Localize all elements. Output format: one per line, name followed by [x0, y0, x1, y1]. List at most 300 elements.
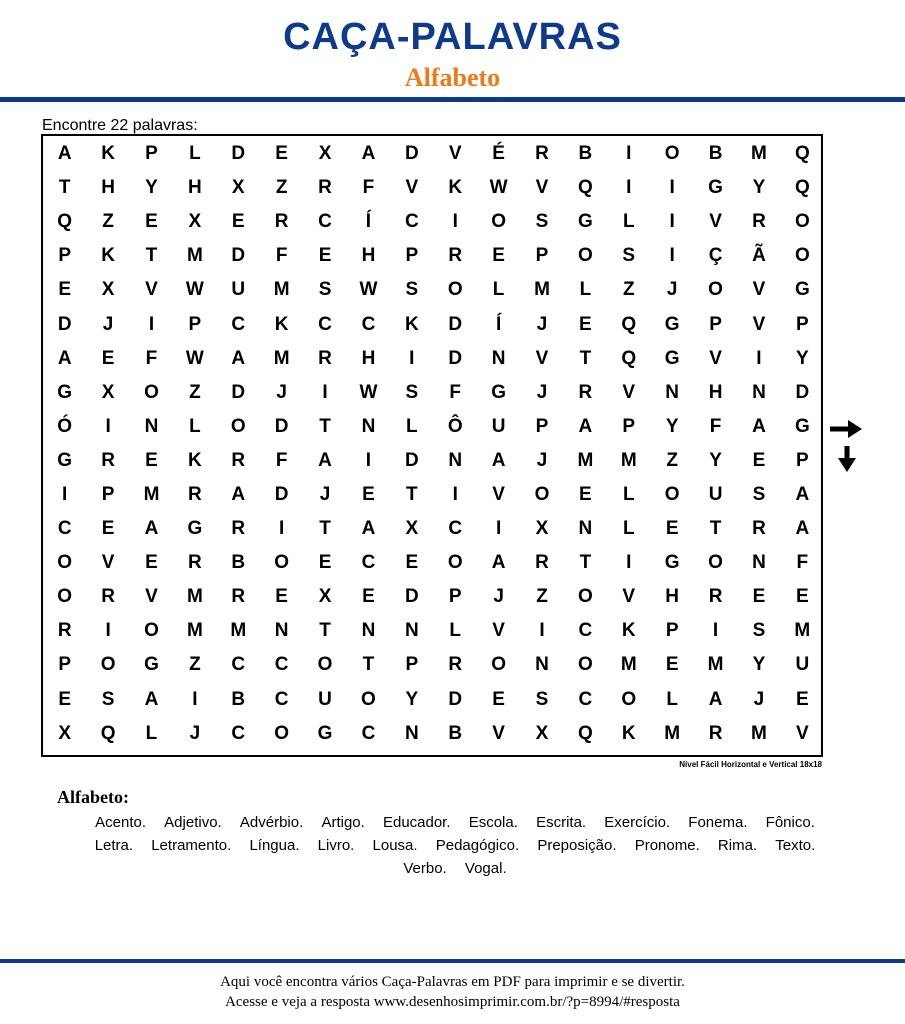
- grid-cell[interactable]: K: [448, 177, 463, 199]
- grid-cell[interactable]: G: [187, 518, 203, 540]
- grid-cell[interactable]: C: [578, 620, 593, 642]
- grid-cell[interactable]: P: [448, 586, 462, 608]
- grid-cell[interactable]: R: [448, 654, 463, 676]
- grid-cell[interactable]: L: [406, 415, 418, 437]
- grid-cell[interactable]: J: [536, 381, 548, 403]
- grid-cell[interactable]: W: [185, 347, 204, 369]
- grid-cell[interactable]: K: [621, 620, 636, 642]
- grid-cell[interactable]: Q: [577, 177, 593, 199]
- grid-cell[interactable]: E: [665, 518, 679, 540]
- grid-cell[interactable]: F: [796, 552, 809, 574]
- grid-cell[interactable]: O: [794, 211, 810, 233]
- grid-cell[interactable]: T: [145, 245, 158, 267]
- grid-cell[interactable]: U: [708, 483, 723, 505]
- grid-cell[interactable]: V: [752, 313, 766, 335]
- grid-cell[interactable]: F: [362, 177, 375, 199]
- grid-cell[interactable]: X: [405, 518, 419, 540]
- grid-cell[interactable]: E: [101, 347, 115, 369]
- grid-cell[interactable]: R: [318, 347, 332, 369]
- grid-cell[interactable]: M: [664, 722, 681, 744]
- grid-cell[interactable]: O: [274, 722, 290, 744]
- grid-cell[interactable]: D: [448, 347, 463, 369]
- grid-cell[interactable]: G: [664, 347, 680, 369]
- grid-cell[interactable]: R: [101, 449, 115, 471]
- grid-cell[interactable]: Z: [275, 177, 288, 199]
- grid-cell[interactable]: O: [447, 279, 463, 301]
- grid-cell[interactable]: Q: [621, 347, 637, 369]
- grid-cell[interactable]: M: [143, 483, 160, 505]
- grid-cell[interactable]: A: [231, 483, 246, 505]
- grid-cell[interactable]: G: [491, 381, 506, 403]
- grid-cell[interactable]: E: [665, 654, 679, 676]
- grid-cell[interactable]: O: [708, 279, 723, 301]
- grid-cell[interactable]: N: [404, 722, 419, 744]
- grid-cell[interactable]: R: [188, 483, 202, 505]
- grid-cell[interactable]: E: [362, 483, 375, 505]
- grid-cell[interactable]: Q: [57, 211, 73, 233]
- grid-cell[interactable]: X: [318, 143, 332, 165]
- grid-cell[interactable]: X: [318, 586, 332, 608]
- grid-cell[interactable]: S: [622, 245, 636, 267]
- grid-cell[interactable]: P: [145, 143, 158, 165]
- grid-cell[interactable]: V: [535, 347, 549, 369]
- grid-cell[interactable]: W: [359, 381, 378, 403]
- grid-cell[interactable]: T: [579, 552, 592, 574]
- grid-cell[interactable]: K: [404, 313, 419, 335]
- grid-cell[interactable]: V: [709, 211, 722, 233]
- grid-cell[interactable]: N: [665, 381, 680, 403]
- grid-cell[interactable]: J: [536, 313, 548, 335]
- grid-cell[interactable]: O: [577, 654, 593, 676]
- grid-cell[interactable]: O: [491, 211, 506, 233]
- grid-cell[interactable]: K: [188, 449, 202, 471]
- grid-cell[interactable]: A: [578, 415, 593, 437]
- grid-cell[interactable]: C: [578, 688, 593, 710]
- grid-cell[interactable]: A: [752, 415, 766, 437]
- grid-cell[interactable]: C: [318, 211, 332, 233]
- grid-cell[interactable]: Ó: [57, 415, 73, 437]
- grid-cell[interactable]: I: [365, 449, 372, 471]
- grid-cell[interactable]: F: [275, 245, 288, 267]
- grid-cell[interactable]: L: [449, 620, 462, 642]
- grid-cell[interactable]: H: [361, 347, 376, 369]
- grid-cell[interactable]: R: [535, 143, 549, 165]
- grid-cell[interactable]: D: [231, 245, 246, 267]
- grid-cell[interactable]: D: [231, 143, 246, 165]
- grid-cell[interactable]: B: [231, 688, 246, 710]
- grid-cell[interactable]: N: [752, 381, 766, 403]
- grid-cell[interactable]: A: [708, 688, 723, 710]
- grid-cell[interactable]: G: [144, 654, 159, 676]
- grid-cell[interactable]: T: [406, 483, 418, 505]
- grid-cell[interactable]: E: [101, 518, 115, 540]
- grid-cell[interactable]: Í: [365, 211, 372, 233]
- grid-cell[interactable]: P: [101, 483, 115, 505]
- grid-cell[interactable]: K: [101, 143, 115, 165]
- grid-cell[interactable]: V: [752, 279, 766, 301]
- grid-cell[interactable]: N: [535, 654, 549, 676]
- grid-cell[interactable]: Y: [665, 415, 679, 437]
- grid-cell[interactable]: C: [404, 211, 419, 233]
- grid-cell[interactable]: E: [145, 552, 158, 574]
- grid-cell[interactable]: V: [145, 586, 158, 608]
- grid-cell[interactable]: P: [58, 245, 72, 267]
- grid-cell[interactable]: M: [230, 620, 247, 642]
- grid-cell[interactable]: L: [145, 722, 158, 744]
- grid-cell[interactable]: U: [795, 654, 810, 676]
- grid-cell[interactable]: N: [752, 552, 766, 574]
- grid-cell[interactable]: N: [448, 449, 463, 471]
- grid-cell[interactable]: M: [186, 620, 203, 642]
- grid-cell[interactable]: M: [186, 586, 203, 608]
- grid-cell[interactable]: G: [317, 722, 333, 744]
- grid-cell[interactable]: T: [319, 415, 331, 437]
- grid-cell[interactable]: Y: [405, 688, 419, 710]
- grid-cell[interactable]: D: [274, 415, 289, 437]
- grid-cell[interactable]: A: [491, 449, 506, 471]
- grid-cell[interactable]: M: [273, 279, 290, 301]
- grid-cell[interactable]: C: [361, 552, 376, 574]
- grid-cell[interactable]: I: [452, 483, 458, 505]
- grid-cell[interactable]: D: [404, 586, 419, 608]
- grid-cell[interactable]: R: [231, 586, 246, 608]
- grid-cell[interactable]: E: [318, 245, 332, 267]
- grid-cell[interactable]: P: [622, 415, 636, 437]
- grid-cell[interactable]: W: [359, 279, 378, 301]
- grid-cell[interactable]: V: [448, 143, 462, 165]
- grid-cell[interactable]: R: [578, 381, 593, 403]
- grid-cell[interactable]: N: [361, 415, 376, 437]
- grid-cell[interactable]: C: [231, 654, 246, 676]
- grid-cell[interactable]: L: [189, 143, 201, 165]
- grid-cell[interactable]: N: [274, 620, 289, 642]
- grid-cell[interactable]: T: [579, 347, 592, 369]
- grid-cell[interactable]: W: [489, 177, 508, 199]
- grid-cell[interactable]: Í: [495, 313, 502, 335]
- grid-cell[interactable]: L: [492, 279, 505, 301]
- grid-cell[interactable]: V: [492, 483, 505, 505]
- grid-cell[interactable]: N: [144, 415, 159, 437]
- grid-cell[interactable]: M: [620, 449, 637, 471]
- grid-cell[interactable]: P: [188, 313, 202, 335]
- grid-cell[interactable]: I: [192, 688, 198, 710]
- grid-cell[interactable]: R: [752, 518, 766, 540]
- grid-cell[interactable]: Z: [622, 279, 635, 301]
- grid-cell[interactable]: O: [230, 415, 246, 437]
- grid-cell[interactable]: F: [709, 415, 722, 437]
- grid-cell[interactable]: J: [276, 381, 287, 403]
- grid-cell[interactable]: L: [666, 688, 678, 710]
- grid-cell[interactable]: D: [448, 688, 463, 710]
- grid-cell[interactable]: I: [712, 620, 719, 642]
- grid-cell[interactable]: M: [186, 245, 203, 267]
- grid-cell[interactable]: L: [622, 483, 635, 505]
- grid-cell[interactable]: J: [493, 586, 504, 608]
- grid-cell[interactable]: O: [708, 552, 723, 574]
- grid-cell[interactable]: C: [231, 313, 246, 335]
- grid-cell[interactable]: D: [231, 381, 246, 403]
- grid-cell[interactable]: I: [322, 381, 328, 403]
- grid-cell[interactable]: A: [144, 688, 159, 710]
- grid-cell[interactable]: O: [577, 586, 593, 608]
- grid-cell[interactable]: I: [495, 518, 502, 540]
- grid-cell[interactable]: P: [535, 245, 549, 267]
- grid-cell[interactable]: N: [491, 347, 506, 369]
- grid-cell[interactable]: S: [752, 483, 766, 505]
- grid-cell[interactable]: I: [105, 415, 111, 437]
- grid-cell[interactable]: Q: [577, 722, 593, 744]
- grid-cell[interactable]: E: [752, 586, 766, 608]
- grid-cell[interactable]: D: [274, 483, 289, 505]
- grid-cell[interactable]: U: [318, 688, 332, 710]
- grid-cell[interactable]: P: [535, 415, 549, 437]
- grid-cell[interactable]: A: [57, 347, 72, 369]
- grid-cell[interactable]: A: [231, 347, 246, 369]
- grid-cell[interactable]: E: [275, 143, 288, 165]
- grid-cell[interactable]: S: [752, 620, 766, 642]
- grid-cell[interactable]: I: [105, 620, 111, 642]
- grid-cell[interactable]: V: [492, 620, 505, 642]
- grid-cell[interactable]: J: [189, 722, 201, 744]
- grid-cell[interactable]: S: [535, 211, 549, 233]
- grid-cell[interactable]: A: [491, 552, 506, 574]
- grid-cell[interactable]: T: [319, 620, 331, 642]
- grid-cell[interactable]: N: [578, 518, 593, 540]
- grid-cell[interactable]: V: [795, 722, 809, 744]
- grid-cell[interactable]: P: [665, 620, 679, 642]
- grid-cell[interactable]: F: [145, 347, 158, 369]
- grid-cell[interactable]: X: [58, 722, 72, 744]
- grid-cell[interactable]: X: [535, 722, 549, 744]
- grid-cell[interactable]: G: [794, 415, 810, 437]
- grid-cell[interactable]: E: [58, 688, 72, 710]
- grid-cell[interactable]: I: [148, 313, 155, 335]
- grid-cell[interactable]: C: [361, 313, 376, 335]
- grid-cell[interactable]: O: [577, 245, 593, 267]
- grid-cell[interactable]: E: [275, 586, 288, 608]
- grid-cell[interactable]: O: [664, 483, 680, 505]
- grid-cell[interactable]: I: [669, 211, 675, 233]
- grid-cell[interactable]: S: [535, 688, 549, 710]
- grid-cell[interactable]: Z: [189, 654, 201, 676]
- grid-cell[interactable]: E: [58, 279, 72, 301]
- grid-cell[interactable]: I: [626, 143, 632, 165]
- grid-cell[interactable]: Y: [752, 177, 766, 199]
- grid-cell[interactable]: O: [57, 552, 73, 574]
- grid-cell[interactable]: Q: [621, 313, 637, 335]
- grid-cell[interactable]: X: [101, 279, 115, 301]
- grid-cell[interactable]: V: [145, 279, 158, 301]
- grid-cell[interactable]: Ã: [752, 245, 766, 267]
- grid-cell[interactable]: E: [795, 586, 809, 608]
- grid-cell[interactable]: S: [405, 381, 419, 403]
- grid-cell[interactable]: O: [621, 688, 637, 710]
- grid-cell[interactable]: B: [448, 722, 463, 744]
- grid-cell[interactable]: V: [492, 722, 505, 744]
- grid-cell[interactable]: I: [279, 518, 285, 540]
- grid-cell[interactable]: I: [756, 347, 762, 369]
- grid-cell[interactable]: G: [57, 381, 73, 403]
- grid-cell[interactable]: Q: [100, 722, 116, 744]
- grid-cell[interactable]: Y: [709, 449, 722, 471]
- grid-cell[interactable]: C: [231, 722, 246, 744]
- grid-cell[interactable]: F: [275, 449, 288, 471]
- grid-cell[interactable]: C: [274, 654, 289, 676]
- grid-cell[interactable]: V: [101, 552, 115, 574]
- grid-cell[interactable]: C: [361, 722, 376, 744]
- grid-cell[interactable]: O: [491, 654, 506, 676]
- grid-cell[interactable]: M: [751, 722, 767, 744]
- grid-cell[interactable]: M: [794, 620, 811, 642]
- grid-cell[interactable]: Q: [794, 143, 810, 165]
- grid-cell[interactable]: X: [231, 177, 245, 199]
- grid-cell[interactable]: E: [492, 245, 505, 267]
- grid-cell[interactable]: R: [231, 449, 246, 471]
- grid-cell[interactable]: I: [626, 552, 632, 574]
- grid-cell[interactable]: M: [620, 654, 637, 676]
- grid-cell[interactable]: R: [448, 245, 463, 267]
- grid-cell[interactable]: T: [709, 518, 722, 540]
- grid-cell[interactable]: R: [708, 722, 723, 744]
- grid-cell[interactable]: K: [621, 722, 636, 744]
- grid-cell[interactable]: O: [794, 245, 810, 267]
- grid-cell[interactable]: A: [318, 449, 332, 471]
- grid-cell[interactable]: P: [795, 313, 809, 335]
- grid-cell[interactable]: L: [622, 518, 635, 540]
- grid-cell[interactable]: V: [622, 586, 636, 608]
- grid-cell[interactable]: F: [449, 381, 462, 403]
- grid-cell[interactable]: Z: [666, 449, 678, 471]
- grid-cell[interactable]: I: [452, 211, 458, 233]
- grid-cell[interactable]: J: [319, 483, 331, 505]
- grid-cell[interactable]: V: [535, 177, 549, 199]
- grid-cell[interactable]: I: [626, 177, 632, 199]
- grid-cell[interactable]: V: [405, 177, 419, 199]
- grid-cell[interactable]: A: [361, 143, 376, 165]
- grid-cell[interactable]: M: [273, 347, 290, 369]
- grid-cell[interactable]: R: [274, 211, 289, 233]
- grid-cell[interactable]: X: [101, 381, 115, 403]
- grid-cell[interactable]: L: [189, 415, 201, 437]
- grid-cell[interactable]: G: [664, 552, 680, 574]
- grid-cell[interactable]: P: [405, 245, 419, 267]
- grid-cell[interactable]: Y: [145, 177, 158, 199]
- grid-cell[interactable]: J: [102, 313, 114, 335]
- grid-cell[interactable]: G: [708, 177, 723, 199]
- grid-cell[interactable]: R: [535, 552, 549, 574]
- grid-cell[interactable]: B: [708, 143, 723, 165]
- grid-cell[interactable]: D: [57, 313, 72, 335]
- grid-cell[interactable]: O: [100, 654, 116, 676]
- grid-cell[interactable]: A: [361, 518, 376, 540]
- grid-cell[interactable]: Q: [794, 177, 810, 199]
- grid-cell[interactable]: R: [318, 177, 332, 199]
- grid-cell[interactable]: R: [708, 586, 723, 608]
- grid-cell[interactable]: V: [709, 347, 722, 369]
- grid-cell[interactable]: Z: [102, 211, 114, 233]
- grid-cell[interactable]: C: [57, 518, 72, 540]
- grid-cell[interactable]: D: [795, 381, 810, 403]
- grid-cell[interactable]: I: [539, 620, 545, 642]
- grid-cell[interactable]: G: [664, 313, 680, 335]
- grid-cell[interactable]: A: [57, 143, 72, 165]
- grid-cell[interactable]: L: [622, 211, 635, 233]
- grid-cell[interactable]: M: [751, 143, 767, 165]
- grid-cell[interactable]: T: [319, 518, 331, 540]
- grid-cell[interactable]: O: [274, 552, 290, 574]
- grid-cell[interactable]: P: [405, 654, 419, 676]
- grid-cell[interactable]: I: [669, 177, 675, 199]
- grid-cell[interactable]: I: [62, 483, 68, 505]
- grid-cell[interactable]: L: [579, 279, 592, 301]
- grid-cell[interactable]: R: [188, 552, 202, 574]
- grid-cell[interactable]: I: [409, 347, 415, 369]
- grid-cell[interactable]: N: [404, 620, 419, 642]
- grid-cell[interactable]: K: [101, 245, 115, 267]
- grid-cell[interactable]: U: [491, 415, 506, 437]
- grid-cell[interactable]: C: [448, 518, 463, 540]
- grid-cell[interactable]: O: [317, 654, 333, 676]
- grid-cell[interactable]: A: [144, 518, 159, 540]
- grid-cell[interactable]: R: [752, 211, 766, 233]
- grid-cell[interactable]: T: [362, 654, 375, 676]
- grid-cell[interactable]: K: [274, 313, 289, 335]
- grid-cell[interactable]: Y: [795, 347, 809, 369]
- grid-cell[interactable]: H: [188, 177, 202, 199]
- grid-cell[interactable]: Z: [536, 586, 548, 608]
- grid-cell[interactable]: S: [101, 688, 115, 710]
- grid-cell[interactable]: M: [534, 279, 550, 301]
- grid-cell[interactable]: A: [795, 483, 810, 505]
- grid-cell[interactable]: P: [795, 449, 809, 471]
- grid-cell[interactable]: Ô: [447, 415, 463, 437]
- grid-cell[interactable]: Ç: [708, 245, 723, 267]
- grid-cell[interactable]: S: [318, 279, 332, 301]
- grid-cell[interactable]: Y: [752, 654, 766, 676]
- grid-cell[interactable]: D: [448, 313, 463, 335]
- grid-cell[interactable]: T: [58, 177, 71, 199]
- grid-cell[interactable]: O: [664, 143, 680, 165]
- grid-cell[interactable]: E: [145, 449, 158, 471]
- grid-cell[interactable]: J: [536, 449, 548, 471]
- grid-cell[interactable]: Z: [189, 381, 201, 403]
- grid-cell[interactable]: É: [492, 143, 505, 165]
- grid-cell[interactable]: H: [665, 586, 680, 608]
- grid-cell[interactable]: J: [666, 279, 678, 301]
- grid-cell[interactable]: E: [795, 688, 809, 710]
- grid-cell[interactable]: E: [752, 449, 766, 471]
- grid-cell[interactable]: J: [753, 688, 765, 710]
- grid-cell[interactable]: B: [578, 143, 593, 165]
- grid-cell[interactable]: H: [708, 381, 723, 403]
- grid-cell[interactable]: V: [622, 381, 636, 403]
- grid-cell[interactable]: C: [274, 688, 289, 710]
- grid-cell[interactable]: M: [577, 449, 594, 471]
- grid-cell[interactable]: G: [794, 279, 810, 301]
- grid-cell[interactable]: B: [231, 552, 246, 574]
- grid-cell[interactable]: G: [57, 449, 73, 471]
- grid-cell[interactable]: X: [188, 211, 202, 233]
- grid-cell[interactable]: C: [318, 313, 332, 335]
- grid-cell[interactable]: S: [405, 279, 419, 301]
- grid-cell[interactable]: O: [534, 483, 550, 505]
- grid-cell[interactable]: M: [707, 654, 724, 676]
- grid-cell[interactable]: E: [145, 211, 158, 233]
- grid-cell[interactable]: O: [144, 381, 159, 403]
- grid-cell[interactable]: O: [361, 688, 376, 710]
- grid-cell[interactable]: R: [57, 620, 72, 642]
- grid-cell[interactable]: A: [795, 518, 810, 540]
